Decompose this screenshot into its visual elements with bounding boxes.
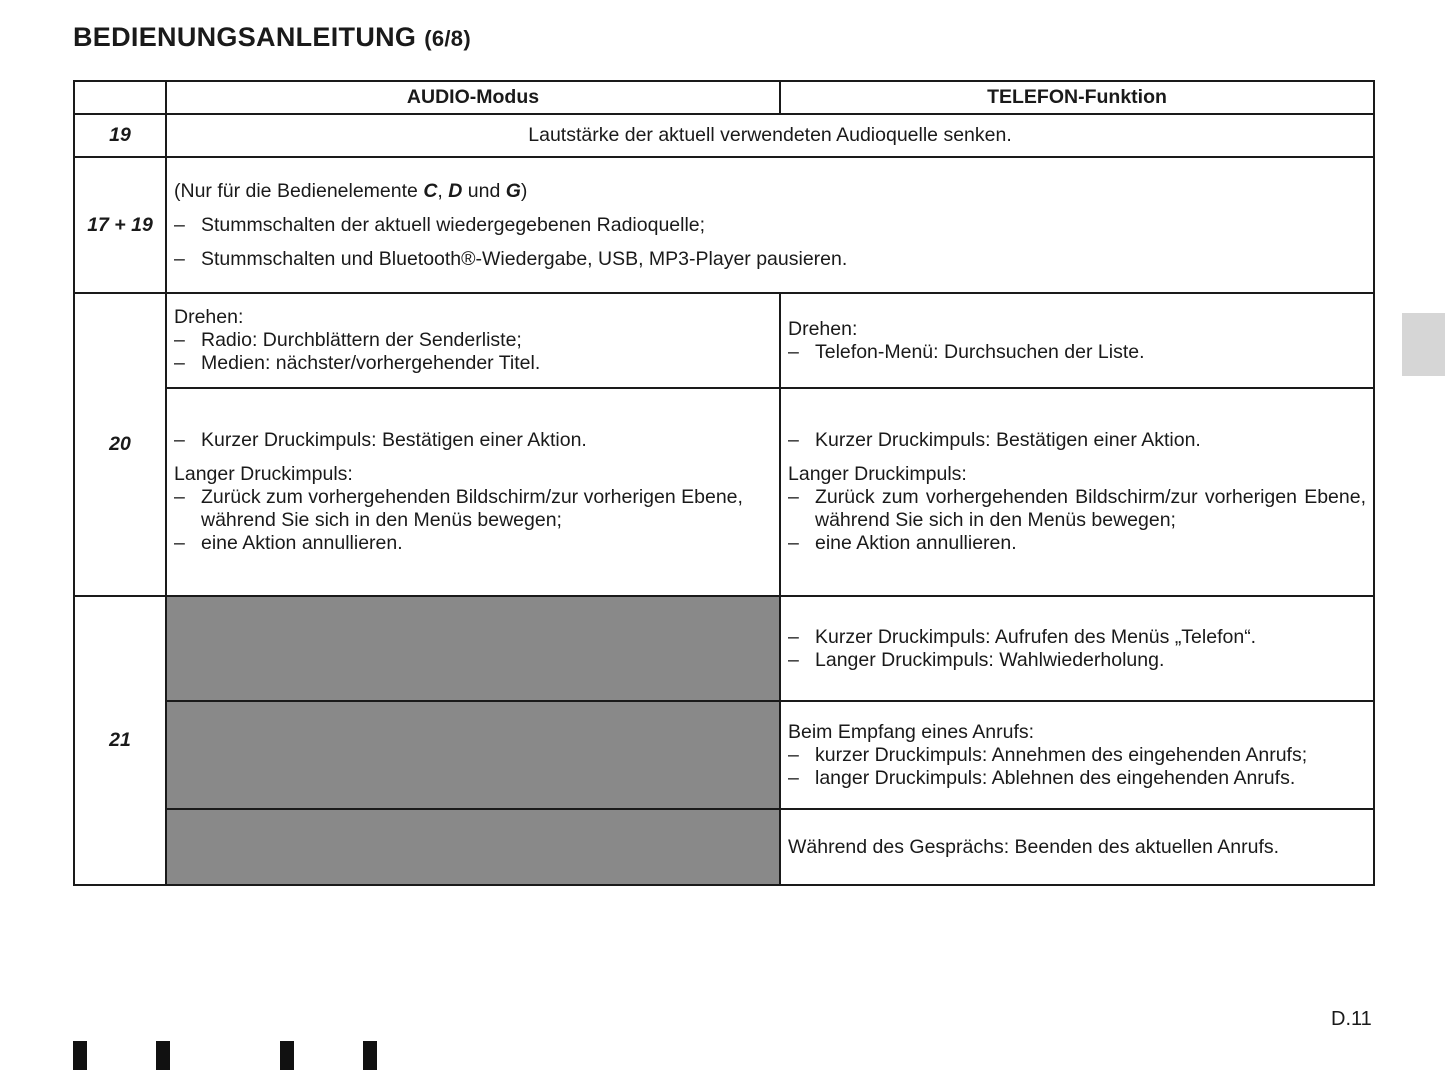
header-empty-cell [74,81,166,114]
print-mark [280,1041,294,1070]
header-audio: AUDIO-Modus [166,81,780,114]
row-number: 17 + 19 [74,157,166,293]
list-item: – Telefon-Menü: Durchsuchen der Liste. [788,341,1366,364]
incoming-title: Beim Empfang eines Anrufs: [788,720,1035,743]
control-c: C [423,179,438,202]
header-phone: TELEFON-Funktion [780,81,1374,114]
title-text: BEDIENUNGSANLEITUNG [73,22,417,52]
turn-title: Drehen: [174,306,244,328]
note-sep: , [437,179,449,202]
audio-turn-cell [166,293,780,388]
list-item: – Radio: Durchblättern der Senderliste; [174,329,772,352]
table-row-20-turn [74,293,1374,388]
table-row-17-19 [74,157,1374,293]
audio-unavailable-cell [166,701,780,809]
page-title [73,22,471,53]
control-d: D [448,179,463,202]
print-mark [73,1041,87,1070]
list-item: – eine Aktion annullieren. [788,532,1366,555]
table-row-21-c [74,809,1374,885]
row-17-19-text [166,157,1374,293]
turn-title: Drehen: [788,317,858,340]
phone-call-button-cell [780,596,1374,701]
list-item: – Kurzer Druckimpuls: Aufrufen des Menüs „Telefon“. [788,626,1366,649]
note-prefix: (Nur für die Bedienelemente [174,179,424,202]
title-part: (6/8) [424,26,471,51]
list-item: – eine Aktion annullieren. [174,532,772,555]
page-number: D.11 [1331,1008,1372,1030]
table-header-row [74,81,1374,114]
row-number: 21 [74,596,166,885]
list-item: – Kurzer Druckimpuls: Bestätigen einer Aktion. [174,429,772,452]
row-number: 20 [74,293,166,596]
row-number: 19 [74,114,166,157]
list-item: – langer Druckimpuls: Ablehnen des eingehenden Anrufs. [788,767,1366,790]
phone-turn-cell [780,293,1374,388]
list-item: – Langer Druckimpuls: Wahlwiederholung. [788,649,1366,672]
table-row-21-a [74,596,1374,701]
phone-incoming-cell [780,701,1374,809]
controls-note [174,180,1366,203]
controls-table [73,80,1375,886]
print-mark [156,1041,170,1070]
list-item: – Stummschalten und Bluetooth®-Wiedergabe, USB, MP3-Player pausieren. [174,248,1366,271]
phone-press-cell [780,388,1374,596]
list-item: – Zurück zum vorhergehenden Bildschirm/zur vorherigen Ebene, während Sie sich in den Menüs bewegen; [174,486,772,532]
long-press-title: Langer Druckimpuls: [174,463,353,485]
audio-press-cell [166,388,780,596]
audio-unavailable-cell [166,809,780,885]
table-row-20-press [74,388,1374,596]
list-item: – Medien: nächster/vorhergehender Titel. [174,352,772,375]
row-19-text: Lautstärke der aktuell verwendeten Audioquelle senken. [166,114,1374,157]
table-row-21-b [74,701,1374,809]
audio-unavailable-cell [166,596,780,701]
note-sep: und [462,179,506,202]
table-row-19 [74,114,1374,157]
long-press-title: Langer Druckimpuls: [788,463,967,485]
section-tab-marker [1402,313,1445,376]
list-item: – Stummschalten der aktuell wiedergegebenen Radioquelle; [174,214,1366,237]
list-item: – Kurzer Druckimpuls: Bestätigen einer Aktion. [788,429,1366,452]
control-g: G [505,179,521,202]
list-item: – kurzer Druckimpuls: Annehmen des eingehenden Anrufs; [788,744,1366,767]
list-item: – Zurück zum vorhergehenden Bildschirm/zur vorherigen Ebene, während Sie sich in den Menüs bewegen; [788,486,1366,532]
print-mark [363,1041,377,1070]
phone-during-call-cell: Während des Gesprächs: Beenden des aktuellen Anrufs. [780,809,1374,885]
note-suffix: ) [520,179,528,202]
